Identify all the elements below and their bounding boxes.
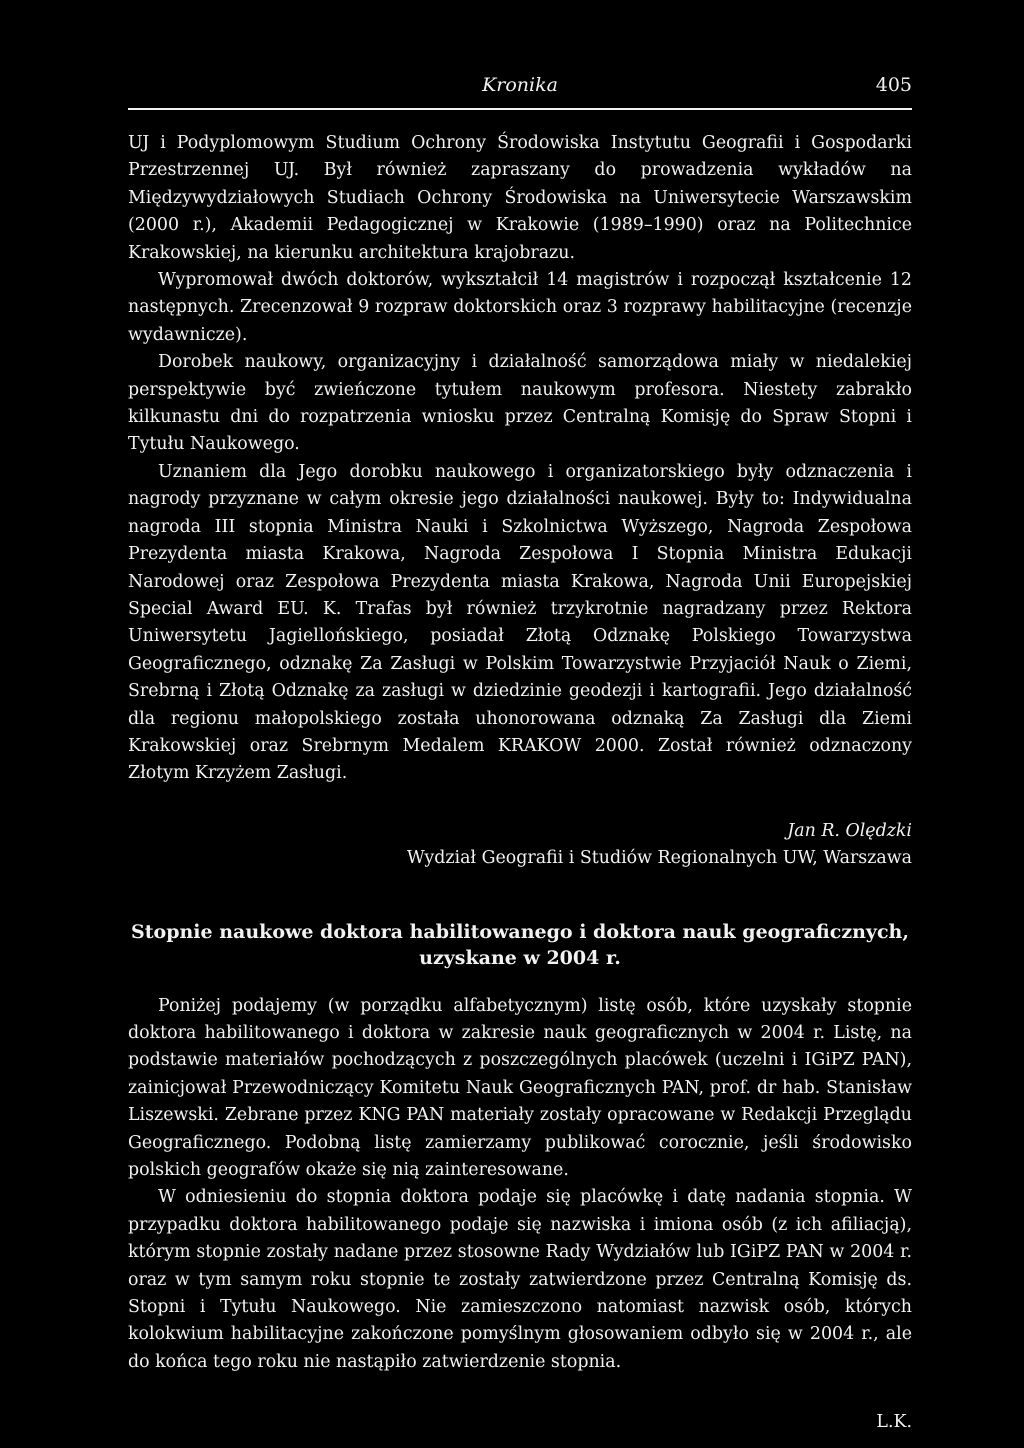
author-affiliation: Wydział Geografii i Studiów Regionalnych UW, Warszawa [406, 848, 912, 869]
obituary-text [128, 130, 912, 788]
running-title: Kronika [482, 74, 558, 96]
section-heading [128, 919, 912, 971]
page-number: 405 [875, 74, 912, 96]
running-header [128, 74, 912, 102]
paragraph: Wypromował dwóch doktorów, wykształcił 14 magistrów i rozpoczął kształcenie 12 następnych. Zrecenzował 9 rozpraw doktorskich oraz 3 rozprawy habilitacyjne (recenzje wydawnicze). [128, 270, 912, 345]
paragraph: Uznaniem dla Jego dorobku naukowego i organizatorskiego były odznaczenia i nagrody przyznane w całym okresie jego działalności naukowej. Były to: Indywidualna nagroda III stopnia Ministra Nauki i Szkolnictwa Wyższego, Nagroda Zespołowa Prezydenta miasta Krakowa, Nagroda Zespołowa I Stopnia Ministra Edukacji Narodowej oraz Zespołowa Prezydenta miasta Krakowa, Nagroda Unii Europejskiej Special Award EU. K. Trafas był również trzykrotnie nagradzany przez Rektora Uniwersytetu Jagiellońskiego, posiadał Złotą Odznakę Polskiego Towarzystwa Geograficznego, odznakę Za Zasługi w Polskim Towarzystwie Przyjaciół Nauk o Ziemi, Srebrną i Złotą Odznakę za zasługi w dziedzinie geodezji i kartografii. Jego działalność dla regionu małopolskiego została uhonorowana odznaką Za Zasługi dla Ziemi Krakowskiej oraz Srebrnym Medalem KRAKOW 2000. Został również odznaczony Złotym Krzyżem Zasługi. [128, 461, 912, 784]
author-name: Jan R. Olędzki [787, 820, 912, 841]
author-initials: L.K. [876, 1412, 912, 1433]
header-rule [128, 108, 912, 110]
paragraph: Poniżej podajemy (w porządku alfabetycznym) listę osób, które uzyskały stopnie doktora habilitowanego i doktora w zakresie nauk geograficznych w 2004 r. Listę, na podstawie materiałów pochodzących z poszczególnych placówek (uczelni i IGiPZ PAN), zainicjował Przewodniczący Komitetu Nauk Geograficznych PAN, prof. dr hab. Stanisław Liszewski. Zebrane przez KNG PAN materiały zostały opracowane w Redakcji Przeglądu Geograficznego. Podobną listę zamierzamy publikować corocznie, jeśli środowisko polskich geografów okaże się nią zainteresowane. [128, 995, 912, 1180]
paragraph: Dorobek naukowy, organizacyjny i działalność samorządowa miały w niedalekiej perspektywie być zwieńczone tytułem naukowym profesora. Niestety zabrakło kilkunastu dni do rozpatrzenia wniosku przez Centralną Komisję do Spraw Stopni i Tytułu Naukowego. [128, 352, 912, 455]
author-signature [128, 818, 912, 873]
paragraph: W odniesieniu do stopnia doktora podaje się placówkę i datę nadania stopnia. W przypadku doktora habilitowanego podaje się nazwiska i imiona osób (z ich afiliacją), którym stopnie zostały nadane przez stosowne Rady Wydziałów lub IGiPZ PAN w 2004 r. oraz w tym samym roku stopnie te zostały zatwierdzone przez Centralną Komisję ds. Stopni i Tytułu Naukowego. Nie zamieszczono natomiast nazwisk osób, których kolokwium habilitacyjne zakończone pomyślnym głosowaniem odbyło się w 2004 r., ale do końca tego roku nie nastąpiło zatwierdzenie stopnia. [128, 1187, 912, 1372]
section-heading-line: uzyskane w 2004 r. [419, 946, 621, 969]
section-heading-line: Stopnie naukowe doktora habilitowanego i doktora nauk geograficznych, [131, 920, 909, 943]
degrees-intro-text [128, 993, 912, 1377]
document-page [128, 74, 912, 1432]
paragraph: UJ i Podyplomowym Studium Ochrony Środowiska Instytutu Geografii i Gospodarki Przestrzennej UJ. Był również zapraszany do prowadzenia wykładów na Międzywydziałowych Studiach Ochrony Środowiska na Uniwersytecie Warszawskim (2000 r.), Akademii Pedagogicznej w Krakowie (1989–1990) oraz na Politechnice Krakowskiej, na kierunku architektura krajobrazu. [128, 133, 912, 263]
